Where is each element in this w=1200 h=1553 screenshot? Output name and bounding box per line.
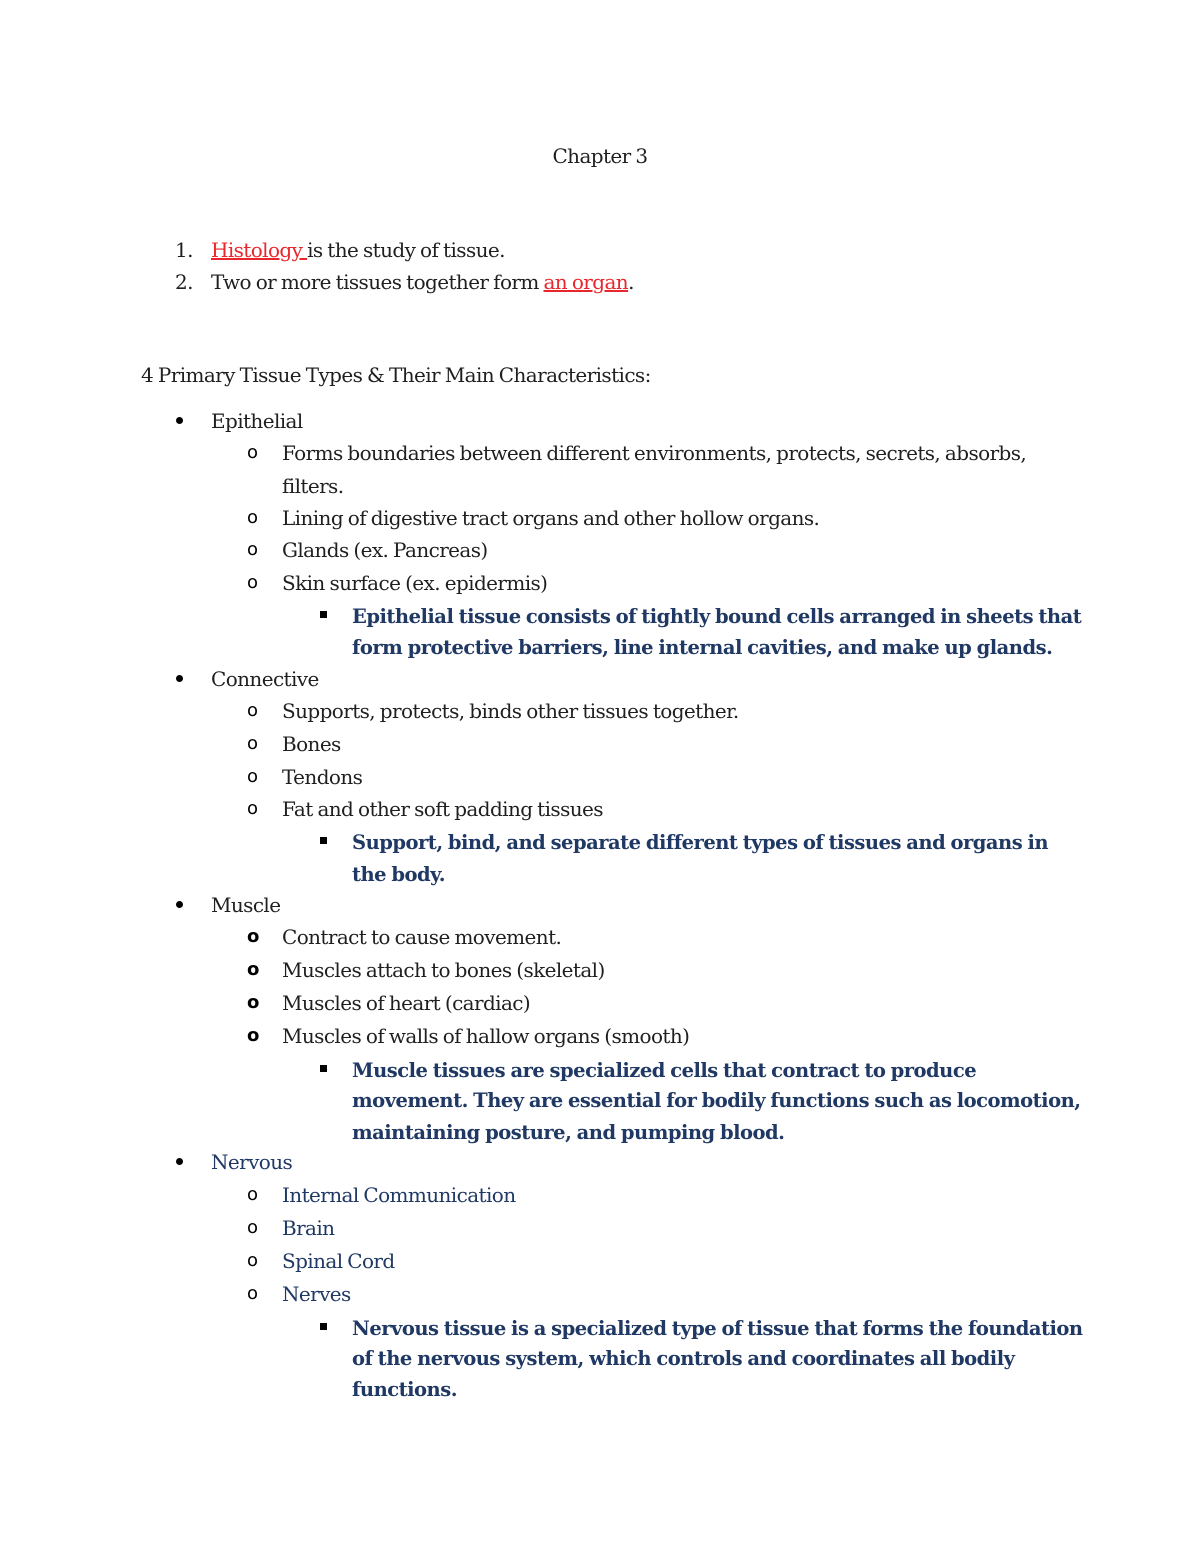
- square-bullet-icon: [320, 837, 327, 844]
- list-number: 1.: [175, 238, 193, 262]
- circle-bullet-icon: o: [247, 507, 259, 528]
- list-item: Muscles attach to bones (skeletal): [282, 958, 605, 982]
- circle-bullet-icon: o: [247, 1250, 259, 1271]
- bullet-icon: [176, 901, 183, 908]
- summary-line: form protective barriers, line internal cavities, and make up glands.: [352, 636, 1053, 659]
- circle-bullet-icon: o: [247, 992, 260, 1013]
- section-name-connective: Connective: [211, 667, 319, 691]
- bullet-icon: [176, 417, 183, 424]
- list-item: Spinal Cord: [282, 1249, 395, 1273]
- list-item: Lining of digestive tract organs and other hollow organs.: [282, 506, 820, 530]
- list-item-continuation: filters.: [282, 474, 344, 498]
- section-name-nervous: Nervous: [211, 1150, 293, 1174]
- list-item: Fat and other soft padding tissues: [282, 797, 603, 821]
- summary-line: the body.: [352, 863, 446, 886]
- bullet-icon: [176, 1158, 183, 1165]
- bullet-icon: [176, 675, 183, 682]
- list-item: Brain: [282, 1216, 335, 1240]
- list-item: Internal Communication: [282, 1183, 516, 1207]
- list-number: 2.: [175, 270, 193, 294]
- circle-bullet-icon: o: [247, 1184, 259, 1205]
- circle-bullet-icon: o: [247, 733, 259, 754]
- list-item: Contract to cause movement.: [282, 925, 562, 949]
- summary-line: Support, bind, and separate different types of tissues and organs in: [352, 831, 1049, 854]
- circle-bullet-icon: o: [247, 926, 260, 947]
- square-bullet-icon: [320, 611, 327, 618]
- circle-bullet-icon: o: [247, 1217, 259, 1238]
- summary-line: Epithelial tissue consists of tightly bound cells arranged in sheets that: [352, 605, 1082, 628]
- list-item: Bones: [282, 732, 341, 756]
- summary-line: Muscle tissues are specialized cells that contract to produce: [352, 1059, 977, 1082]
- section-name-epithelial: Epithelial: [211, 409, 303, 433]
- list-item: Muscles of heart (cardiac): [282, 991, 531, 1015]
- list-item: Glands (ex. Pancreas): [282, 538, 488, 562]
- section-name-muscle: Muscle: [211, 893, 281, 917]
- summary-line: maintaining posture, and pumping blood.: [352, 1121, 785, 1144]
- circle-bullet-icon: o: [247, 572, 259, 593]
- summary-line: functions.: [352, 1378, 457, 1401]
- list-item: Nerves: [282, 1282, 351, 1306]
- section-heading: 4 Primary Tissue Types & Their Main Characteristics:: [141, 363, 651, 387]
- organ-link[interactable]: an organ: [543, 270, 629, 294]
- summary-line: of the nervous system, which controls and coordinates all bodily: [352, 1347, 1015, 1370]
- circle-bullet-icon: o: [247, 766, 259, 787]
- circle-bullet-icon: o: [247, 959, 260, 980]
- square-bullet-icon: [320, 1065, 327, 1072]
- summary-line: Nervous tissue is a specialized type of tissue that forms the foundation: [352, 1317, 1083, 1340]
- square-bullet-icon: [320, 1323, 327, 1330]
- circle-bullet-icon: o: [247, 1025, 260, 1046]
- histology-link[interactable]: Histology: [211, 238, 308, 262]
- page-title: Chapter 3: [552, 144, 648, 168]
- list-item: Muscles of walls of hallow organs (smooth): [282, 1024, 690, 1048]
- list-item: Skin surface (ex. epidermis): [282, 571, 548, 595]
- list-item: Supports, protects, binds other tissues together.: [282, 699, 739, 723]
- summary-line: movement. They are essential for bodily functions such as locomotion,: [352, 1089, 1081, 1112]
- circle-bullet-icon: o: [247, 700, 259, 721]
- circle-bullet-icon: o: [247, 798, 259, 819]
- list-item: Forms boundaries between different environments, protects, secrets, absorbs,: [282, 441, 1027, 465]
- list-item: Tendons: [282, 765, 363, 789]
- numbered-item-1: Histology is the study of tissue.: [211, 238, 505, 262]
- numbered-item-2: Two or more tissues together form an organ.: [211, 270, 634, 294]
- circle-bullet-icon: o: [247, 539, 259, 560]
- circle-bullet-icon: o: [247, 442, 259, 463]
- circle-bullet-icon: o: [247, 1283, 259, 1304]
